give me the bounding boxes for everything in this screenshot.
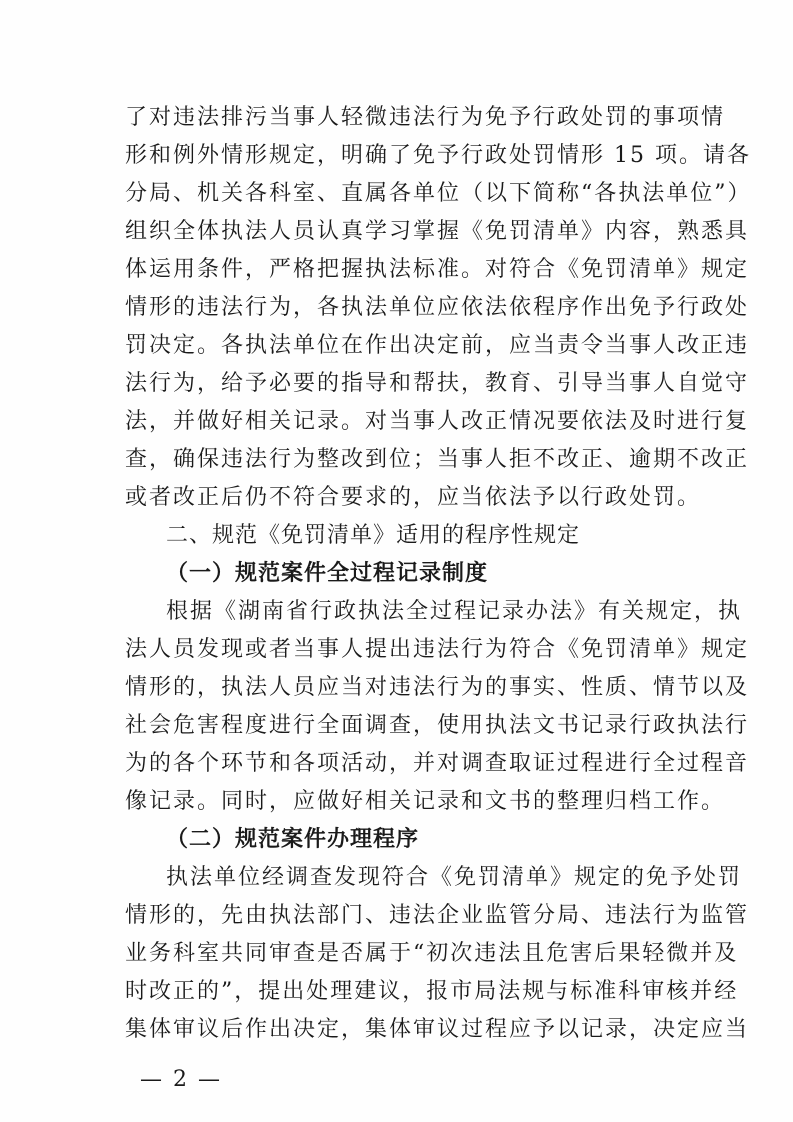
section-heading: 二、规范《免罚清单》适用的程序性规定 [166, 523, 581, 548]
body-line: 为的各个环节和各项活动，并对调查取证过程进行全过程音 [125, 751, 750, 776]
body-line: 了对违法排污当事人轻微违法行为免予行政处罚的事项情 [125, 105, 726, 130]
subsection-heading: （二）规范案件办理程序 [166, 827, 420, 852]
body-line: 组织全体执法人员认真学习掌握《免罚清单》内容，熟悉具 [125, 219, 750, 244]
body-line: 体运用条件，严格把握执法标准。对符合《免罚清单》规定 [125, 257, 750, 282]
page-number: — 2 — [140, 1067, 222, 1092]
body-line: 形和例外情形规定，明确了免予行政处罚情形 15 项。请各 [125, 143, 751, 168]
body-line: 法，并做好相关记录。对当事人改正情况要依法及时进行复 [125, 409, 750, 434]
body-line: 集体审议后作出决定，集体审议过程应予以记录，决定应当 [125, 1017, 750, 1042]
body-line: 情形的违法行为，各执法单位应依法依程序作出免予行政处 [125, 295, 750, 320]
body-line: 根据《湖南省行政执法全过程记录办法》有关规定，执 [166, 599, 743, 624]
body-line: 罚决定。各执法单位在作出决定前，应当责令当事人改正违 [125, 333, 750, 358]
body-line: 分局、机关各科室、直属各单位（以下简称“各执法单位”） [125, 181, 752, 206]
body-line: 查，确保违法行为整改到位；当事人拒不改正、逾期不改正 [125, 447, 750, 472]
body-line: 情形的，执法人员应当对违法行为的事实、性质、情节以及 [125, 675, 750, 700]
body-line: 像记录。同时，应做好相关记录和文书的整理归档工作。 [125, 789, 726, 814]
body-line: 时改正的”，提出处理建议，报市局法规与标准科审核并经 [125, 979, 739, 1004]
body-line: 或者改正后仍不符合要求的，应当依法予以行政处罚。 [125, 485, 702, 510]
body-line: 社会危害程度进行全面调查，使用执法文书记录行政执法行 [125, 713, 750, 738]
body-line: 法人员发现或者当事人提出违法行为符合《免罚清单》规定 [125, 637, 750, 662]
body-line: 执法单位经调查发现符合《免罚清单》规定的免予处罚 [166, 865, 743, 890]
body-line: 法行为，给予必要的指导和帮扶，教育、引导当事人自觉守 [125, 371, 750, 396]
body-line: 业务科室共同审查是否属于“初次违法且危害后果轻微并及 [125, 941, 739, 966]
body-line: 情形的，先由执法部门、违法企业监管分局、违法行为监管 [125, 903, 750, 928]
subsection-heading: （一）规范案件全过程记录制度 [166, 561, 489, 586]
